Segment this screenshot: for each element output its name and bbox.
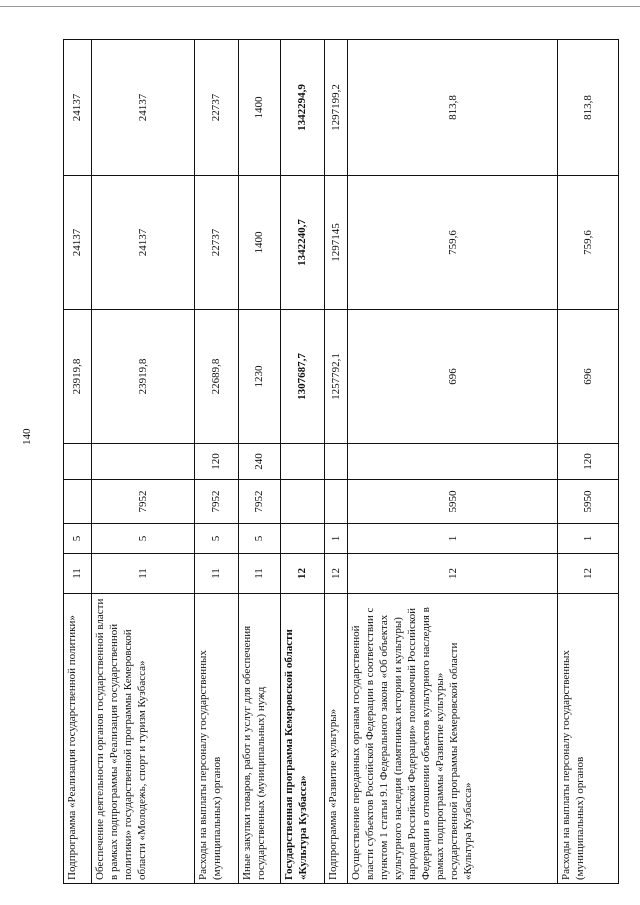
budget-table [63,39,619,884]
top-border-line [0,6,640,7]
amount-year-2: 1297145 [325,176,348,310]
rotated-table-container [63,40,619,884]
amount-year-1: 696 [348,310,558,444]
target-article-code: 7952 [194,480,238,524]
amount-year-2: 759,6 [558,176,619,310]
target-article-code: 5950 [348,480,558,524]
row-description: Государственная программа Кемеровской области «Культура Кузбасса» [280,594,324,884]
page-number: 140 [21,428,33,445]
amount-year-3: 813,8 [348,40,558,176]
row-description: Подпрограмма «Реализация государственной политики» [64,594,92,884]
amount-year-1: 23919,8 [64,310,92,444]
amount-year-2: 24137 [91,176,194,310]
target-article-code [64,480,92,524]
target-article-code [325,480,348,524]
target-article-code: 7952 [91,480,194,524]
amount-year-2: 759,6 [348,176,558,310]
amount-year-3: 24137 [64,40,92,176]
amount-year-3: 22737 [194,40,238,176]
amount-year-3: 1297199,2 [325,40,348,176]
table-row [325,40,348,884]
section-code: 11 [91,554,194,594]
section-code: 12 [558,554,619,594]
table-row [64,40,92,884]
expense-type-code [64,444,92,480]
subsection-code: 5 [194,524,238,554]
row-description: Расходы на выплаты персоналу государственных (муниципальных) органов [194,594,238,884]
amount-year-3: 813,8 [558,40,619,176]
table-row [348,40,558,884]
section-code: 12 [325,554,348,594]
expense-type-code: 120 [194,444,238,480]
expense-type-code: 120 [558,444,619,480]
section-code: 12 [280,554,324,594]
row-description: Иные закупки товаров, работ и услуг для обеспечения государственных (муниципальных) нужд [238,594,280,884]
subsection-code [280,524,324,554]
expense-type-code: 240 [238,444,280,480]
expense-type-code [280,444,324,480]
table-row [238,40,280,884]
expense-type-code [325,444,348,480]
row-description: Подпрограмма «Развитие культуры» [325,594,348,884]
expense-type-code [91,444,194,480]
amount-year-1: 1307687,7 [280,310,324,444]
amount-year-2: 22737 [194,176,238,310]
amount-year-3: 1342294,9 [280,40,324,176]
section-code: 11 [64,554,92,594]
amount-year-1: 1230 [238,310,280,444]
table-row [558,40,619,884]
row-description: Обеспечение деятельности органов государственной власти в рамках подпрограммы «Реализация государственной политики» государственной программы Кемеровской области «Молодежь, спорт и туризм Кузбасса» [91,594,194,884]
amount-year-2: 24137 [64,176,92,310]
subsection-code: 5 [91,524,194,554]
table-row [280,40,324,884]
target-article-code: 5950 [558,480,619,524]
table-row [194,40,238,884]
section-code: 12 [348,554,558,594]
amount-year-1: 22689,8 [194,310,238,444]
row-description: Расходы на выплаты персоналу государственных (муниципальных) органов [558,594,619,884]
table-row [91,40,194,884]
subsection-code: 1 [348,524,558,554]
amount-year-1: 23919,8 [91,310,194,444]
amount-year-3: 24137 [91,40,194,176]
target-article-code: 7952 [238,480,280,524]
section-code: 11 [238,554,280,594]
expense-type-code [348,444,558,480]
subsection-code: 5 [238,524,280,554]
subsection-code: 1 [558,524,619,554]
subsection-code: 5 [64,524,92,554]
subsection-code: 1 [325,524,348,554]
amount-year-1: 696 [558,310,619,444]
target-article-code [280,480,324,524]
amount-year-2: 1400 [238,176,280,310]
row-description: Осуществление переданных органам государственной власти субъектов Российской Федерации в соответствии с пунктом 1 статьи 9.1 Федерального закона «Об объектах культурного наследия (памятниках истории и культуры) народов Российской Федерации» полномочий Российской Федерации в отношении объектов культурного наследия в рамках подпрограммы «Развитие культуры» государственной программы Кемеровской области «Культура Кузбасса» [348,594,558,884]
amount-year-2: 1342240,7 [280,176,324,310]
amount-year-3: 1400 [238,40,280,176]
amount-year-1: 1257792,1 [325,310,348,444]
section-code: 11 [194,554,238,594]
